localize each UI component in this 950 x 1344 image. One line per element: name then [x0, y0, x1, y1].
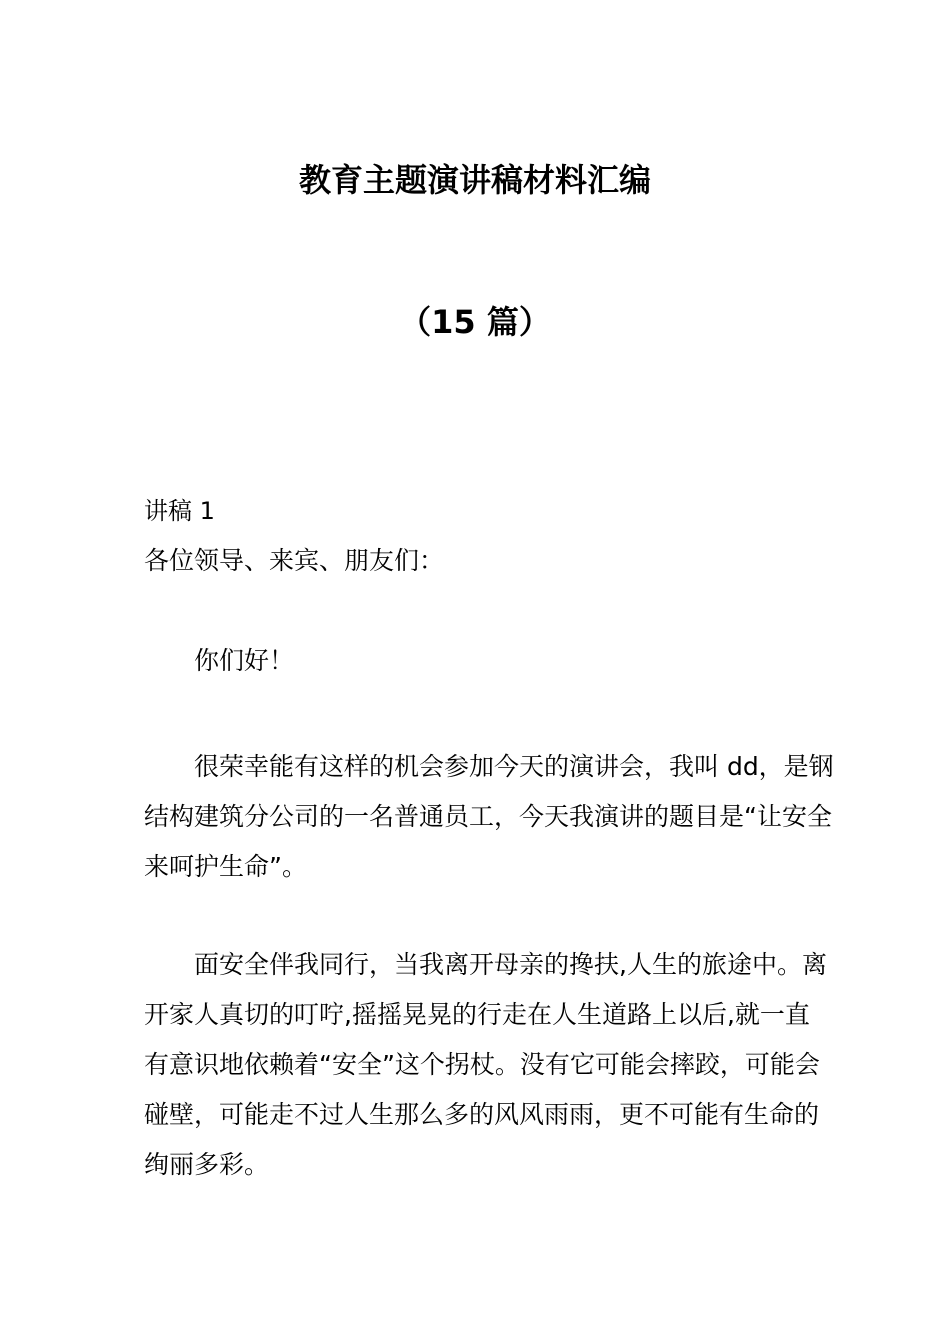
lecture-label: 讲稿 1 — [144, 497, 215, 525]
document-subtitle: （15 篇） — [399, 303, 551, 341]
salutation: 各位领导、来宾、朋友们： — [144, 546, 445, 575]
paragraph: 面安全伴我同行，当我离开母亲的搀扶,人生的旅途中。离开家人真切的叮咛,摇摇晃晃的行走在人生道路上以后,就一直有意识地依赖着“安全”这个拐杖。没有它可能会摔跤，可能会碰壁，可能走不过人生那么多的风风雨雨，更不可能有生命的绚丽多彩。 — [144, 950, 827, 1179]
paragraph: 很荣幸能有这样的机会参加今天的演讲会，我叫 dd，是钢结构建筑分公司的一名普通员工，今天我演讲的题目是“让安全来呵护生命”。 — [144, 752, 834, 881]
greeting: 你们好！ — [194, 646, 295, 675]
document-title: 教育主题演讲稿材料汇编 — [298, 161, 651, 199]
